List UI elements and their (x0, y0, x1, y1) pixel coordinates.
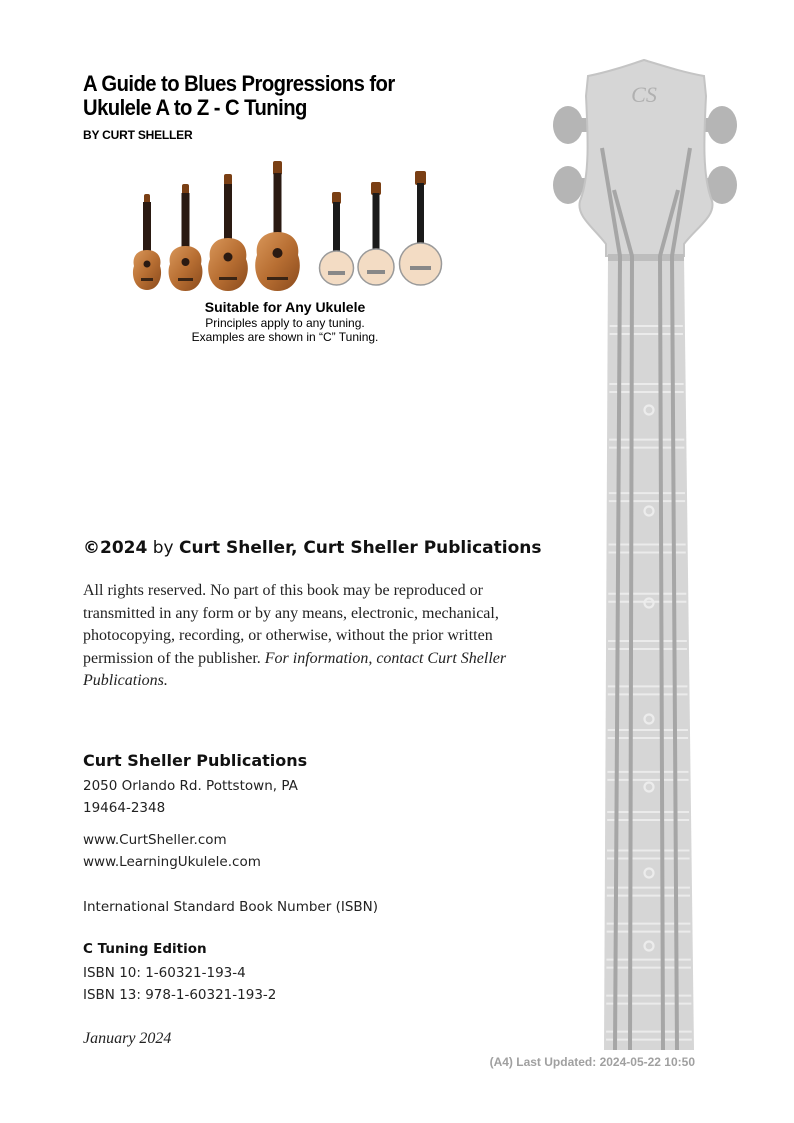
tenor-ukulele (208, 174, 248, 291)
banjolele-large (400, 171, 442, 285)
headstock-logo: CS (631, 82, 657, 107)
copyright-year: ©2024 (83, 538, 148, 558)
website-link-1[interactable]: www.CurtSheller.com (83, 832, 227, 848)
isbn-10: ISBN 10: 1-60321-193-4 (83, 965, 246, 981)
suitability-heading: Suitable for Any Ukulele (204, 299, 366, 315)
title-line-2: Ukulele A to Z - C Tuning (83, 95, 307, 120)
publisher-address (83, 775, 298, 819)
publication-date: January 2024 (83, 1030, 172, 1047)
copyright-line (83, 538, 542, 558)
title-line-1: A Guide to Blues Progressions for (83, 71, 395, 96)
suitability-line-1: Principles apply to any tuning. (205, 316, 365, 330)
isbn-13: ISBN 13: 978-1-60321-193-2 (83, 987, 277, 1003)
address-line-2: 19464-2348 (83, 800, 166, 816)
author-line: BY CURT SHELLER (83, 128, 193, 142)
edition-label: C Tuning Edition (83, 941, 207, 957)
rights-paragraph (83, 580, 553, 693)
publisher-name: Curt Sheller Publications (83, 751, 308, 770)
isbn-label: International Standard Book Number (ISBN) (83, 899, 379, 915)
suitability-note (140, 299, 430, 344)
last-updated: (A4) Last Updated: 2024-05-22 10:50 (489, 1055, 695, 1069)
ukulele-neck-illustration (548, 56, 744, 1055)
baritone-ukulele (255, 161, 300, 291)
rights-text: All rights reserved. No part of this book may be reproduced or transmitted in any form or by any means, electronic, mechanical, photocopying, recording, or otherwise, without the prior written permission of the publisher. (83, 582, 499, 667)
rights-contact: For information, contact Curt Sheller Publications. (83, 649, 507, 689)
banjolele-medium (358, 182, 394, 285)
publisher-websites (83, 829, 261, 873)
copyright-by: by (152, 538, 174, 558)
address-line-1: 2050 Orlando Rd. Pottstown, PA (83, 778, 298, 794)
website-link-2[interactable]: www.LearningUkulele.com (83, 854, 261, 870)
concert-ukulele (169, 184, 203, 291)
banjolele-small (320, 192, 354, 285)
copyright-holder: Curt Sheller, Curt Sheller Publications (179, 538, 542, 558)
book-title (83, 72, 515, 120)
suitability-line-2: Examples are shown in “C” Tuning. (191, 330, 379, 344)
soprano-ukulele (133, 194, 161, 290)
isbn-numbers (83, 962, 276, 1006)
ukulele-lineup-illustration (128, 158, 448, 296)
